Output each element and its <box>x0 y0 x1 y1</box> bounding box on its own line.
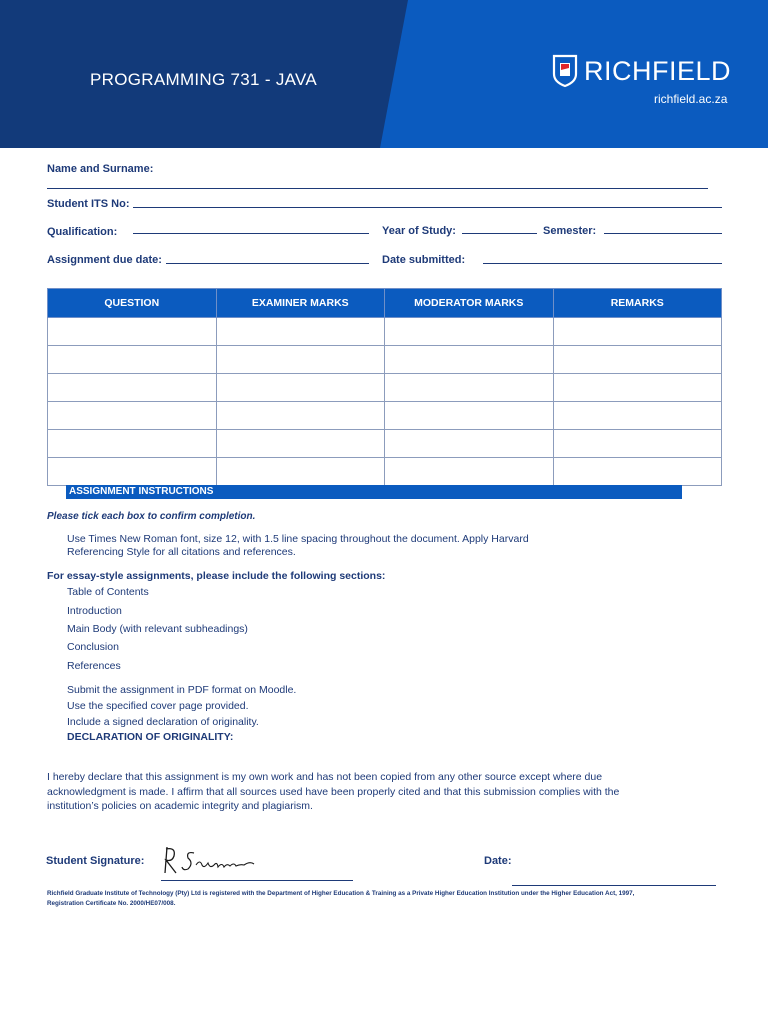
declaration-heading: DECLARATION OF ORIGINALITY: <box>67 731 234 743</box>
section-item: Table of Contents <box>67 586 149 598</box>
table-cell[interactable] <box>553 430 722 458</box>
table-cell[interactable] <box>385 374 554 402</box>
submit-item: Include a signed declaration of originality. <box>67 716 259 728</box>
table-cell[interactable] <box>553 458 722 486</box>
submit-item: Use the specified cover page provided. <box>67 700 249 712</box>
semester-field[interactable] <box>604 233 722 234</box>
footer-line2: Registration Certificate No. 2000/HE07/008. <box>47 900 176 907</box>
table-cell[interactable] <box>553 374 722 402</box>
table-cell[interactable] <box>216 458 385 486</box>
table-cell[interactable] <box>385 458 554 486</box>
footer-line1: Richfield Graduate Institute of Technology (Pty) Ltd is registered with the Department of Higher Education & Training as a Private Higher Education Institution under the Higher Education Act, 1997, <box>47 890 635 897</box>
year-label: Year of Study: <box>382 225 456 237</box>
student-signature-label: Student Signature: <box>46 855 145 867</box>
declaration-line2: acknowledgment is made. I affirm that all sources used have been properly cited and that this submission complies with the <box>47 786 620 798</box>
table-cell[interactable] <box>216 430 385 458</box>
section-item: Main Body (with relevant subheadings) <box>67 623 248 635</box>
table-cell[interactable] <box>553 318 722 346</box>
date-label: Date: <box>484 855 512 867</box>
table-cell[interactable] <box>385 346 554 374</box>
font-instruction-line2: Referencing Style for all citations and references. <box>67 546 296 558</box>
table-row <box>48 430 722 458</box>
table-cell[interactable] <box>216 402 385 430</box>
page-header <box>0 0 768 148</box>
table-row <box>48 458 722 486</box>
name-label: Name and Surname: <box>47 163 154 175</box>
table-cell[interactable] <box>385 318 554 346</box>
logo-name: RICHFIELD <box>584 55 732 86</box>
its-label: Student ITS No: <box>47 198 130 210</box>
table-cell[interactable] <box>48 374 217 402</box>
declaration-line3: institution’s policies on academic integrity and plagiarism. <box>47 800 313 812</box>
table-cell[interactable] <box>48 402 217 430</box>
instructions-heading: ASSIGNMENT INSTRUCTIONS <box>69 486 214 497</box>
declaration-line1: I hereby declare that this assignment is my own work and has not been copied from any other source except where due <box>47 771 603 783</box>
due-date-label: Assignment due date: <box>47 254 162 266</box>
table-row <box>48 346 722 374</box>
due-date-field[interactable] <box>166 263 369 264</box>
table-cell[interactable] <box>553 402 722 430</box>
section-item: References <box>67 660 121 672</box>
its-field[interactable] <box>133 207 722 208</box>
table-cell[interactable] <box>385 402 554 430</box>
submitted-label: Date submitted: <box>382 254 466 266</box>
table-cell[interactable] <box>48 318 217 346</box>
table-cell[interactable] <box>48 346 217 374</box>
col-examiner-marks: EXAMINER MARKS <box>216 289 385 318</box>
marks-header-row <box>48 289 722 318</box>
table-cell[interactable] <box>385 430 554 458</box>
col-question: QUESTION <box>48 289 217 318</box>
qualification-field[interactable] <box>133 233 369 234</box>
signature-image <box>160 843 260 877</box>
table-cell[interactable] <box>48 458 217 486</box>
date-field[interactable] <box>512 885 716 886</box>
shield-icon <box>552 54 578 88</box>
submitted-field[interactable] <box>483 263 722 264</box>
submit-item: Submit the assignment in PDF format on Moodle. <box>67 684 297 696</box>
table-row <box>48 374 722 402</box>
footer-note <box>47 889 707 909</box>
essay-heading: For essay-style assignments, please include the following sections: <box>47 570 386 582</box>
student-signature-line[interactable] <box>161 880 353 881</box>
logo-url: richfield.ac.za <box>654 92 728 106</box>
table-cell[interactable] <box>48 430 217 458</box>
table-row <box>48 402 722 430</box>
table-cell[interactable] <box>216 374 385 402</box>
instructions-heading-bar <box>66 485 682 499</box>
semester-label: Semester: <box>543 225 597 237</box>
course-title: PROGRAMMING 731 - JAVA <box>90 70 318 89</box>
table-row <box>48 318 722 346</box>
richfield-logo <box>552 54 731 88</box>
section-item: Conclusion <box>67 641 119 653</box>
font-instruction-line1: Use Times New Roman font, size 12, with 1.5 line spacing throughout the document. Apply Harvard <box>67 533 529 545</box>
table-cell[interactable] <box>553 346 722 374</box>
marks-table <box>47 288 722 486</box>
table-cell[interactable] <box>216 346 385 374</box>
table-cell[interactable] <box>216 318 385 346</box>
qualification-label: Qualification: <box>47 226 118 238</box>
year-field[interactable] <box>462 233 537 234</box>
col-moderator-marks: MODERATOR MARKS <box>385 289 554 318</box>
name-field[interactable] <box>47 188 708 189</box>
tick-note: Please tick each box to confirm completion. <box>47 511 256 522</box>
section-item: Introduction <box>67 605 122 617</box>
col-remarks: REMARKS <box>553 289 722 318</box>
